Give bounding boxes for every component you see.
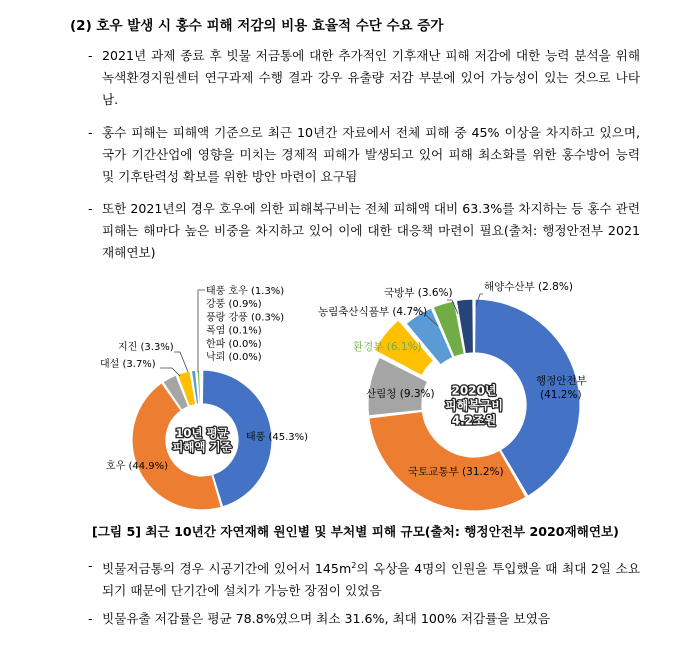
chart-data-label: 행정안전부	[536, 375, 587, 387]
chart-center-label: 4.2조원	[451, 413, 497, 428]
chart-data-label: 농림축산식품부 (4.7%)	[318, 306, 428, 318]
superscript: 2	[351, 561, 357, 570]
chart-data-label: 태풍 (45.3%)	[246, 432, 309, 443]
bullet-text: 빗물유출 저감률은 평균 78.8%였으며 최소 31.6%, 최대 100% 저감률을 보였음	[102, 611, 551, 626]
chart-data-label: 지진 (3.3%)	[118, 342, 174, 353]
donut-slice	[369, 411, 526, 511]
chart-data-label: 환경부 (6.1%)	[353, 341, 422, 353]
chart-data-label: 호우 (44.9%)	[106, 461, 169, 472]
bullet-text: 또한 2021년의 경우 호우에 의한 피해복구비는 전체 피해액 대비 63.3%를 차지하는 등 홍수 관련 피해는 해마다 높은 비중을 차지하고 있어 이에 대한 대응책 마련이 필요(출처: 행정안전부 2021재해연보)	[102, 201, 640, 260]
section-heading: (2) 호우 발생 시 홍수 피해 저감의 비용 효율적 수단 수요 증가	[70, 18, 444, 34]
bullet-text: 2021년 과제 종료 후 빗물 저금통에 대한 추가적인 기후재난 피해 저감에 대한 능력 분석을 위해 녹색환경지원센터 연구과제 수행 결과 강우 유출량 저감 부분에 있어 가능성이 있는 것으로 나타남.	[102, 48, 640, 107]
bullet-text-part: 빗물저금통의 경우 시공기간에 있어서 145m	[102, 561, 352, 577]
bullet-dash: -	[88, 558, 93, 573]
bullet-dash: -	[88, 48, 93, 63]
chart-center-label: 2020년	[451, 383, 497, 398]
chart-data-label: (41.2%)	[540, 389, 582, 401]
figure-caption: [그림 5] 최근 10년간 자연재해 원인별 및 부처별 피해 규모(출처: 행정안전부 2020재해연보)	[92, 524, 619, 539]
bullet-dash: -	[88, 201, 93, 216]
chart-data-label: 낙뢰 (0.0%)	[206, 352, 262, 363]
chart-data-label: 풍랑 강풍 (0.3%)	[206, 312, 285, 324]
chart-data-label: 한파 (0.0%)	[206, 338, 262, 350]
bullet-dash: -	[88, 125, 93, 140]
chart-data-label: 해양수산부 (2.8%)	[484, 281, 573, 293]
chart-center-label: 피해액 기준	[172, 440, 232, 455]
chart-data-label: 태풍 호우 (1.3%)	[206, 286, 285, 297]
chart-center-label: 피해복구비	[445, 398, 503, 413]
chart-data-label: 폭염 (0.1%)	[206, 325, 262, 337]
bullet-text-part: 의 옥상을 4명의 인원을 투입했을 때 최대 2일 소요되기 때문에 단기간에 설치가 가능한 장점이 있었음	[102, 561, 640, 599]
chart-data-label: 국토교통부 (31.2%)	[408, 466, 504, 478]
bullet-text: 홍수 피해는 피해액 기준으로 최근 10년간 자료에서 전체 피해 중 45% 이상을 차지하고 있으며, 국가 기간산업에 영향을 미치는 경제적 피해가 발생되고 있어 피해 최소화를 위한 홍수방어 능력 및 기후탄력성 확보를 위한 방안 마련이 요구됨	[102, 125, 640, 184]
bullet-paragraph	[88, 608, 640, 630]
bullet-dash: -	[88, 611, 93, 626]
bullet-paragraph	[88, 555, 640, 602]
donut-slice	[201, 370, 202, 404]
chart-data-label: 강풍 (0.9%)	[206, 299, 262, 311]
chart-center-label: 10년 평균	[175, 426, 229, 441]
bullet-text	[88, 555, 640, 602]
chart-data-label: 대설 (3.7%)	[100, 359, 156, 370]
chart-data-label: 국방부 (3.6%)	[384, 287, 453, 299]
chart-data-label: 산림청 (9.3%)	[366, 388, 435, 400]
